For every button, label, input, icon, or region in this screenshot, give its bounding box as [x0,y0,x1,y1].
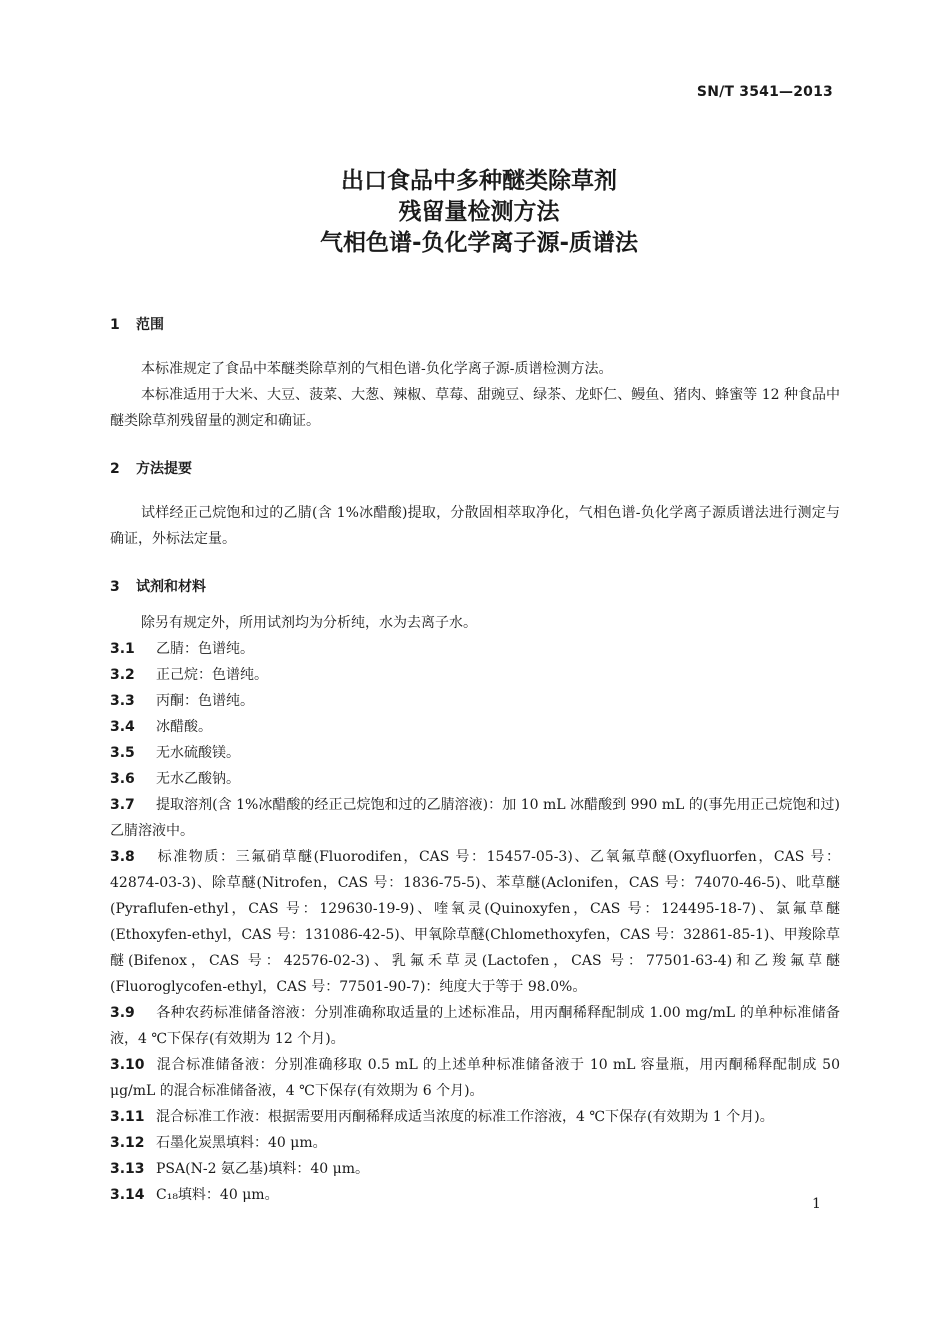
clause-number: 3.10 [110,1057,145,1073]
clause-number: 3.8 [110,849,135,865]
clause-3-6 [110,766,840,792]
clause-3-13 [110,1156,840,1182]
section-heading-method-summary [110,456,840,482]
clause-3-11 [110,1104,840,1130]
section-title: 方法提要 [136,461,192,477]
clause-number: 3.14 [110,1187,145,1203]
paragraph: 试样经正己烷饱和过的乙腈(含 1%冰醋酸)提取，分散固相萃取净化，气相色谱-负化学离子源质谱法进行测定与确证，外标法定量。 [110,505,840,547]
clause-text: 提取溶剂(含 1%冰醋酸的经正己烷饱和过的乙腈溶液)：加 10 mL 冰醋酸到 990 mL 的(事先用正己烷饱和过)乙腈溶液中。 [110,797,840,839]
clause-number: 3.1 [110,641,135,657]
document-title [0,166,950,259]
section-title: 范围 [136,317,164,333]
clause-number: 3.5 [110,745,135,761]
clause-text: C₁₈填料：40 μm。 [156,1187,279,1203]
paragraph: 除另有规定外，所用试剂均为分析纯，水为去离子水。 [141,615,477,631]
section-heading-scope [110,312,840,338]
title-line-1: 出口食品中多种醚类除草剂 [341,168,617,194]
standard-code: SN/T 3541—2013 [696,84,833,100]
clause-3-10 [110,1052,840,1104]
clause-3-4 [110,714,840,740]
clause-text: 石墨化炭黑填料：40 μm。 [156,1135,327,1151]
clause-number: 3.12 [110,1135,145,1151]
clause-text: 混合标准储备液：分别准确移取 0.5 mL 的上述单种标准储备液于 10 mL 容量瓶，用丙酮稀释配制成 50 μg/mL 的混合标准储备液，4 ℃下保存(有效期为 6 个月)。 [110,1057,840,1099]
clause-text: 各种农药标准储备溶液：分别准确称取适量的上述标准品，用丙酮稀释配制成 1.00 mg/mL 的单种标准储备液，4 ℃下保存(有效期为 12 个月)。 [110,1005,840,1047]
clause-text: 正己烷：色谱纯。 [156,667,268,683]
clause-3-14 [110,1182,840,1208]
clause-number: 3.11 [110,1109,145,1125]
clause-text: 无水硫酸镁。 [156,745,240,761]
clause-3-5 [110,740,840,766]
clause-3-12 [110,1130,840,1156]
paragraph: 本标准规定了食品中苯醚类除草剂的气相色谱-负化学离子源-质谱检测方法。 [141,361,613,377]
section-number: 3 [110,579,120,595]
section-title: 试剂和材料 [136,579,206,595]
section-number: 2 [110,461,120,477]
clause-number: 3.2 [110,667,135,683]
section-number: 1 [110,317,120,333]
clause-text: PSA(N-2 氨乙基)填料：40 μm。 [156,1161,370,1177]
clause-3-9 [110,1000,840,1052]
clause-number: 3.6 [110,771,135,787]
clause-number: 3.9 [110,1005,135,1021]
title-line-3: 气相色谱-负化学离子源-质谱法 [319,230,639,256]
clause-3-1 [110,636,840,662]
clause-3-2 [110,662,840,688]
clause-3-8 [110,844,840,1000]
clause-number: 3.13 [110,1161,145,1177]
clause-text: 丙酮：色谱纯。 [156,693,254,709]
clause-text: 冰醋酸。 [156,719,212,735]
clause-text: 混合标准工作液：根据需要用丙酮稀释成适当浓度的标准工作溶液，4 ℃下保存(有效期为 1 个月)。 [156,1109,774,1125]
section-heading-reagents [110,574,840,600]
paragraph: 本标准适用于大米、大豆、菠菜、大葱、辣椒、草莓、甜豌豆、绿茶、龙虾仁、鳗鱼、猪肉、蜂蜜等 12 种食品中醚类除草剂残留量的测定和确证。 [110,387,840,429]
clause-number: 3.4 [110,719,135,735]
clause-text: 乙腈：色谱纯。 [156,641,254,657]
clause-number: 3.7 [110,797,135,813]
clause-3-7 [110,792,840,844]
clause-number: 3.3 [110,693,135,709]
document-body [110,312,840,1208]
page-number: 1 [812,1196,821,1212]
title-line-2: 残留量检测方法 [398,199,560,225]
clause-3-3 [110,688,840,714]
clause-text: 无水乙酸钠。 [156,771,240,787]
clause-text: 标准物质：三氟硝草醚(Fluorodifen，CAS 号：15457-05-3)、乙氧氟草醚(Oxyfluorfen，CAS 号：42874-03-3)、除草醚(Nitrofen，CAS 号：1836-75-5)、苯草醚(Aclonifen，CAS 号：74070-46-5)、吡草醚(Pyraflufen-ethyl，CAS 号：129630-19-9)、喹氧灵(Quinoxyfen，CAS 号：124495-18-7)、氯氟草醚(Ethoxyfen-ethyl，CAS 号：131086-42-5)、甲氧除草醚(Chlomethoxyfen，CAS 号：32861-85-1)、甲羧除草醚(Bifenox，CAS 号：42576-02-3)、乳氟禾草灵(Lactofen，CAS 号：77501-63-4)和乙羧氟草醚(Fluoroglycofen-ethyl，CAS 号：77501-90-7)：纯度大于等于 98.0%。 [110,849,840,995]
